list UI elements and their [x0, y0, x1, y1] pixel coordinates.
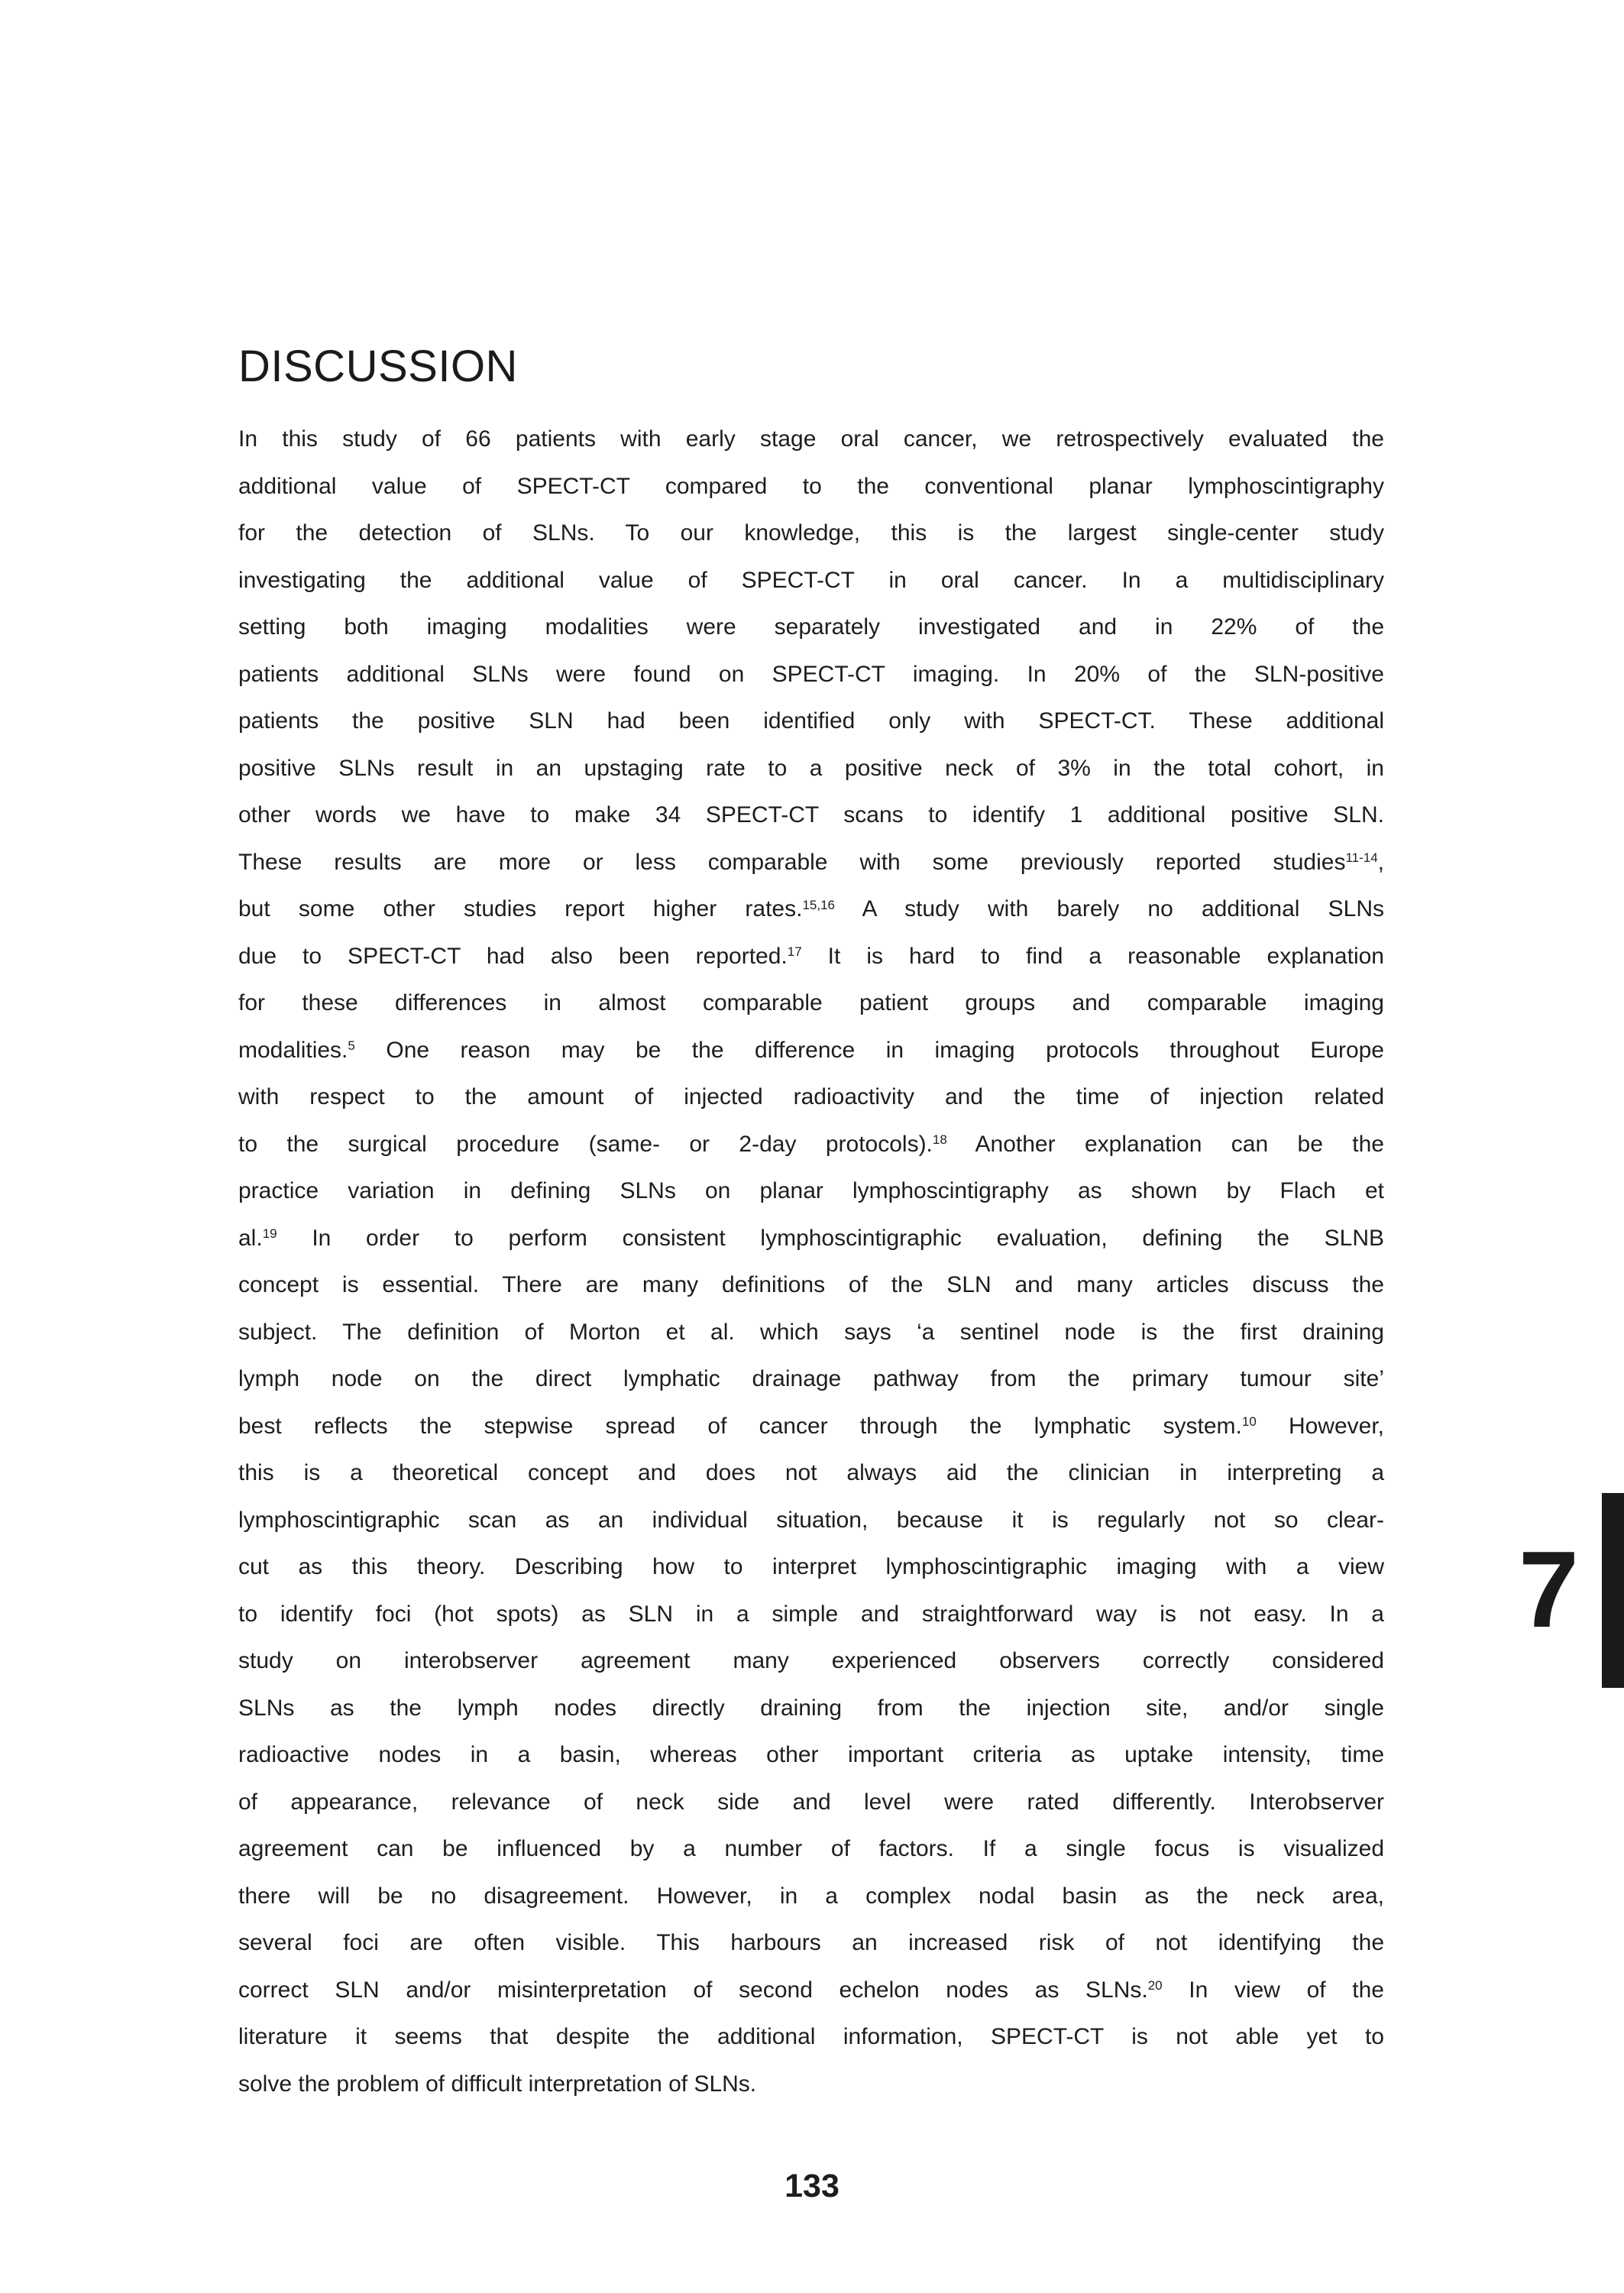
paragraph-line: for these differences in almost comparable patient groups and comparable imaging — [238, 990, 1384, 1015]
paragraph-line: to the surgical procedure (same- or 2-day protocols).$^{18}$ Another explanation can be the — [238, 1131, 1384, 1157]
paragraph-line: for the detection of SLNs. To our knowledge, this is the largest single-center study — [238, 520, 1384, 546]
paragraph-line: best reflects the stepwise spread of cancer through the lymphatic system.$^{10}$ However, — [238, 1413, 1385, 1439]
paragraph-line: concept is essential. There are many definitions of the SLN and many articles discuss the — [238, 1272, 1384, 1297]
paragraph-line: In this study of 66 patients with early stage oral cancer, we retrospectively evaluated the — [238, 426, 1384, 452]
paragraph-line: patients the positive SLN had been identified only with SPECT-CT. These additional — [238, 708, 1384, 734]
paragraph-line: additional value of SPECT-CT compared to the conventional planar lymphoscintigraphy — [238, 473, 1384, 499]
reference-superscript: 19 — [262, 1226, 277, 1242]
paragraph-line: with respect to the amount of injected radioactivity and the time of injection related — [238, 1084, 1384, 1109]
paragraph-line: this is a theoretical concept and does not always aid the clinician in interpreting a — [238, 1460, 1384, 1485]
reference-superscript: 18 — [932, 1132, 947, 1148]
paragraph-line: other words we have to make 34 SPECT-CT scans to identify 1 additional positive SLN. — [238, 802, 1384, 827]
paragraph — [238, 416, 1384, 2107]
page-number: 133 — [785, 2168, 839, 2204]
paragraph-line: study on interobserver agreement many experienced observers correctly considered — [238, 1648, 1384, 1673]
paragraph-line: setting both imaging modalities were separately investigated and in 22% of the — [238, 614, 1384, 640]
paragraph-line: al.$^{19}$ In order to perform consistent lymphoscintigraphic evaluation, defining the SLNB — [238, 1225, 1384, 1251]
paragraph-line: patients additional SLNs were found on SPECT-CT imaging. In 20% of the SLN-positive — [238, 661, 1384, 687]
paragraph-line: cut as this theory. Describing how to interpret lymphoscintigraphic imaging with a view — [238, 1554, 1384, 1579]
paragraph-line: radioactive nodes in a basin, whereas other important criteria as uptake intensity, time — [238, 1742, 1384, 1767]
reference-superscript: 10 — [1241, 1414, 1257, 1430]
paragraph-line: subject. The definition of Morton et al. which says ‘a sentinel node is the first draining — [238, 1319, 1384, 1345]
reference-superscript: 17 — [787, 944, 802, 960]
chapter-tab-marker — [1602, 1493, 1624, 1688]
paragraph-line: but some other studies report higher rates.$^{15,16}$ A study with barely no additional SLNs — [238, 896, 1384, 921]
paragraph-line: These results are more or less comparable with some previously reported studies$^{11-14}$, — [238, 849, 1384, 875]
reference-superscript: 5 — [348, 1038, 355, 1054]
paragraph-line: SLNs as the lymph nodes directly draining from the injection site, and/or single — [238, 1695, 1384, 1721]
paragraph-line: lymph node on the direct lymphatic drainage pathway from the primary tumour site’ — [238, 1366, 1384, 1391]
paragraph-line: modalities.$^5$ One reason may be the difference in imaging protocols throughout Europe — [238, 1037, 1384, 1063]
paragraph-line: agreement can be influenced by a number of factors. If a single focus is visualized — [238, 1836, 1384, 1861]
paragraph-line: literature it seems that despite the additional information, SPECT-CT is not able yet to — [238, 2024, 1384, 2049]
paragraph-line: several foci are often visible. This harbours an increased risk of not identifying the — [238, 1930, 1384, 1955]
paragraph-line: there will be no disagreement. However, in a complex nodal basin as the neck area, — [238, 1883, 1384, 1909]
reference-superscript: 20 — [1147, 1978, 1163, 1993]
section-heading: DISCUSSION — [238, 341, 518, 391]
paragraph-line: of appearance, relevance of neck side and level were rated differently. Interobserver — [238, 1789, 1384, 1815]
reference-superscript: 11-14 — [1345, 850, 1378, 866]
paragraph-line: to identify foci (hot spots) as SLN in a simple and straightforward way is not easy. In a — [238, 1601, 1384, 1627]
paragraph-line: positive SLNs result in an upstaging rate to a positive neck of 3% in the total cohort, in — [238, 755, 1384, 781]
reference-superscript: 15,16 — [802, 897, 835, 912]
paragraph-line: due to SPECT-CT had also been reported.$^{17}$ It is hard to find a reasonable explanation — [238, 943, 1384, 969]
paragraph-line: solve the problem of difficult interpretation of SLNs. — [238, 2071, 757, 2097]
paragraph-line: investigating the additional value of SPECT-CT in oral cancer. In a multidisciplinary — [238, 567, 1384, 593]
chapter-number: 7 — [1519, 1529, 1579, 1650]
paragraph-line: practice variation in defining SLNs on planar lymphoscintigraphy as shown by Flach et — [238, 1178, 1384, 1203]
paragraph-line: lymphoscintigraphic scan as an individual situation, because it is regularly not so clear- — [238, 1507, 1384, 1533]
paragraph-line: correct SLN and/or misinterpretation of second echelon nodes as SLNs.$^{20}$ In view of the — [238, 1977, 1384, 2003]
